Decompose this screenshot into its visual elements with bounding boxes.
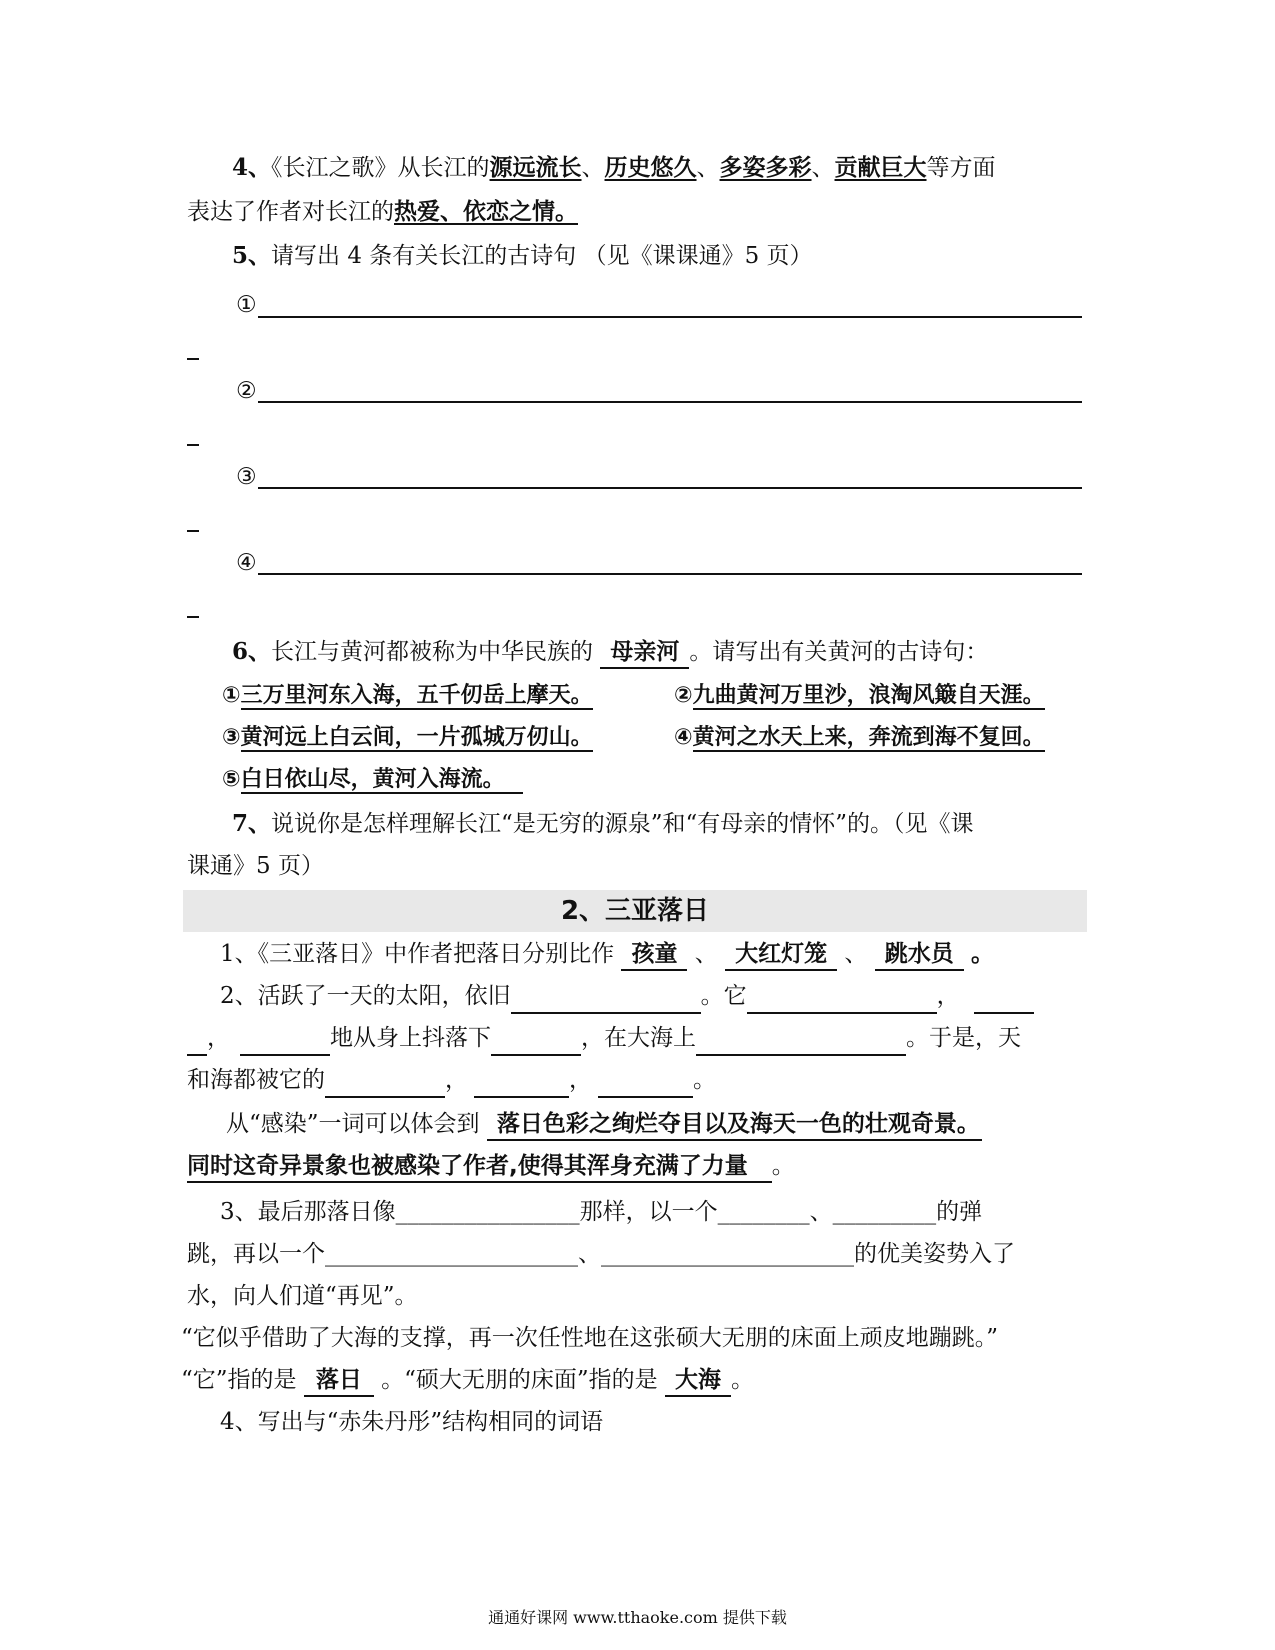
q5-number: 5、 (232, 242, 272, 269)
q5-answer-line-1[interactable] (258, 316, 1082, 318)
s2q1-separator: 、 (844, 941, 868, 967)
s2q2-text: ， (445, 1067, 468, 1093)
fill-blank[interactable] (240, 1028, 330, 1056)
s2q2-text: 。它 (700, 983, 747, 1009)
fill-blank[interactable] (974, 986, 1034, 1014)
s2q1-line (220, 936, 1120, 972)
q5-marker-3: ③ (236, 464, 257, 490)
s2q3-line-3 (187, 1278, 1087, 1314)
s2q2-line-2 (187, 1020, 1087, 1056)
s2q1-answer-2: 大红灯笼 (725, 939, 837, 971)
s2q1-answer-3: 跳水员 (875, 939, 964, 971)
s2q3-line-4 (181, 1362, 1081, 1398)
s2q1-separator: 、 (694, 941, 718, 967)
s2q2-text: ，在大海上 (581, 1025, 696, 1051)
poem-marker: ⑤ (222, 767, 241, 792)
s2q3-text: 3、最后那落日像________________那样，以一个________、_________的弹 (220, 1199, 983, 1225)
s2q3-text: 跳，再以一个______________________、______________________的优美姿势入了 (187, 1241, 1015, 1267)
q6-line (232, 634, 1132, 670)
s2q2-line-1 (220, 978, 1120, 1014)
section-title: 2、三亚落日 (560, 896, 710, 926)
s2q2-line-5 (187, 1148, 1087, 1184)
q5-dash-2 (187, 444, 199, 446)
s2q1-text: 1、《三亚落日》中作者把落日分别比作 (220, 941, 615, 967)
s2q2-text: 。 (693, 1067, 716, 1093)
fill-blank[interactable] (696, 1028, 906, 1056)
s2q3-end: 。 (731, 1367, 754, 1393)
poem-text: 黄河之水天上来，奔流到海不复回。 (692, 725, 1045, 750)
s2q2-text: 和海都被它的 (187, 1067, 325, 1093)
s2q3-text: 。“硕大无朋的床面”指的是 (381, 1367, 658, 1393)
fill-blank[interactable] (325, 1070, 445, 1098)
page-footer: 通通好课网 www.tthaoke.com 提供下载 (488, 1608, 787, 1627)
s2q4-text: 4、写出与“赤朱丹彤”结构相同的词语 (220, 1409, 604, 1435)
q5-text: 请写出 4 条有关长江的古诗句 （见《课课通》5 页） (271, 243, 813, 269)
s2q3-line-1 (220, 1194, 1120, 1230)
q5-answer-line-3[interactable] (258, 487, 1082, 489)
poem-1 (222, 680, 593, 712)
q7-number: 7、 (232, 810, 272, 837)
q5-answer-line-2[interactable] (258, 401, 1082, 403)
poem-4 (674, 722, 1045, 754)
q4-answer-5: 热爱、依恋之情。 (394, 199, 578, 225)
q7-line-2 (187, 848, 1087, 884)
q4-answer-1: 源远流长 (489, 155, 582, 181)
s2q2-answer-2: 同时这奇异景象也被感染了作者,使得其浑身充满了力量 (187, 1151, 772, 1183)
poem-text: 黄河远上白云间，一片孤城万仞山。 (240, 725, 593, 750)
fill-blank[interactable] (187, 1028, 207, 1056)
q5-marker-1: ① (236, 292, 257, 318)
fill-blank[interactable] (747, 986, 937, 1014)
s2q2-text: 从“感染”一词可以体会到 (226, 1111, 480, 1137)
s2q2-answer-1: 落日色彩之绚烂夺目以及海天一色的壮观奇景。 (487, 1109, 982, 1141)
q4-line-1 (232, 150, 1132, 186)
q5-answer-line-4[interactable] (258, 573, 1082, 575)
q4-answer-2: 历史悠久 (604, 155, 697, 181)
q4-text-3: 表达了作者对长江的 (187, 199, 394, 225)
s2q2-text: ， (936, 983, 960, 1009)
q5-line (232, 238, 1132, 274)
q6-text-1: 长江与黄河都被称为中华民族的 (271, 639, 594, 665)
s2q3-answer-1: 落日 (304, 1365, 374, 1397)
s2q2-end: 。 (771, 1153, 795, 1179)
s2q1-answer-1: 孩童 (621, 939, 687, 971)
s2q2-text: 。于是，天 (906, 1025, 1021, 1051)
q6-text-2: 。请写出有关黄河的古诗句： (689, 639, 989, 665)
q4-separator: 、 (696, 155, 720, 181)
fill-blank[interactable] (511, 986, 701, 1014)
q7-text-2: 课通》5 页） (187, 853, 324, 879)
poem-text: 三万里河东入海，五千仞岳上摩天。 (240, 683, 593, 708)
s2q2-text: ， (569, 1067, 592, 1093)
s2q1-end: 。 (971, 940, 995, 967)
fill-blank[interactable] (474, 1070, 569, 1098)
s2q2-text: 地从身上抖落下 (330, 1025, 491, 1051)
q5-dash-3 (187, 530, 199, 532)
q4-separator: 、 (581, 155, 605, 181)
s2q3-text: “它”指的是 (181, 1367, 297, 1393)
q4-text-1: 《长江之歌》从长江的 (271, 155, 490, 181)
q4-text-2: 等方面 (926, 155, 996, 181)
poem-marker: ② (674, 683, 693, 708)
s2q2-text: ， (207, 1025, 230, 1051)
s2q3-line-2 (187, 1236, 1087, 1272)
poem-marker: ③ (222, 725, 241, 750)
s2q2-text: 2、活跃了一天的太阳，依旧 (220, 983, 511, 1009)
q5-marker-2: ② (236, 378, 257, 404)
s2q3-text: 水，向人们道“再见”。 (187, 1283, 418, 1309)
s2q2-line-4 (226, 1106, 1126, 1142)
q5-dash-1 (187, 358, 199, 360)
fill-blank[interactable] (598, 1070, 693, 1098)
s2q3-answer-2: 大海 (665, 1365, 731, 1397)
q6-number: 6、 (232, 638, 272, 665)
q7-text-1: 说说你是怎样理解长江“是无穷的源泉”和“有母亲的情怀”的。（见《课 (271, 811, 974, 837)
s2q4-line (220, 1404, 1120, 1440)
s2q3-quote (181, 1320, 1081, 1356)
q4-line-2 (187, 194, 1087, 230)
poem-2 (674, 680, 1045, 712)
q4-answer-3: 多姿多彩 (719, 155, 812, 181)
s2q3-quote-text: “它似乎借助了大海的支撑，再一次任性地在这张硕大无朋的床面上顽皮地蹦跳。” (181, 1325, 999, 1351)
q4-number: 4、 (232, 154, 272, 181)
poem-5 (222, 764, 523, 796)
poem-text: 白日依山尽，黄河入海流。 (241, 767, 523, 794)
q6-answer: 母亲河 (600, 637, 689, 669)
q7-line-1 (232, 806, 1132, 842)
s2q2-line-3 (187, 1062, 1087, 1098)
poem-marker: ① (222, 683, 241, 708)
poem-marker: ④ (674, 725, 693, 750)
q4-answer-4: 贡献巨大 (834, 155, 927, 181)
q5-marker-4: ④ (236, 550, 257, 576)
q5-dash-4 (187, 616, 199, 618)
q4-separator: 、 (811, 155, 835, 181)
section-header (183, 890, 1087, 932)
fill-blank[interactable] (491, 1028, 581, 1056)
poem-text: 九曲黄河万里沙，浪淘风簸自天涯。 (692, 683, 1045, 708)
poem-3 (222, 722, 593, 754)
